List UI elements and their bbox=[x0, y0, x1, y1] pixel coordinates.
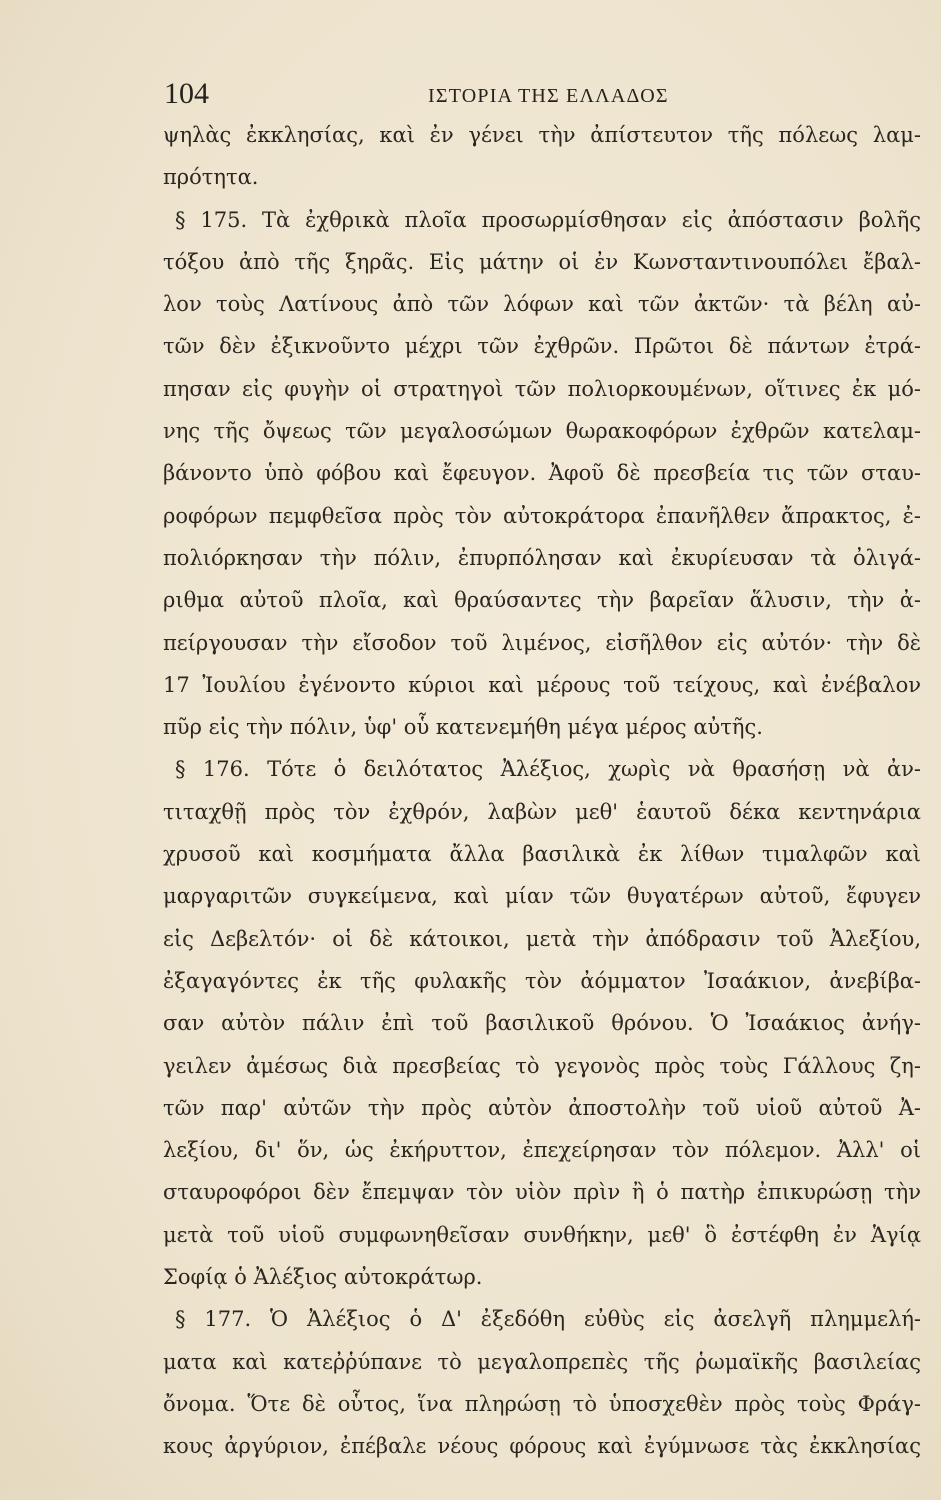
text-line: τόξου ἀπὸ τῆς ξηρᾶς. Εἰς μάτην οἱ ἐν Κωνσταντινουπόλει ἔβαλ- bbox=[163, 249, 921, 274]
paragraph-175-first-line: § 175. Τὰ ἐχθρικὰ πλοῖα προσωρμίσθησαν εἰς ἀπόστασιν βολῆς bbox=[175, 207, 921, 232]
body-text bbox=[163, 114, 921, 1468]
text-line: λον τοὺς Λατίνους ἀπὸ τῶν λόφων καὶ τῶν ἀκτῶν· τὰ βέλη αὐ- bbox=[163, 292, 921, 317]
text-line: ἐξαγαγόντες ἐκ τῆς φυλακῆς τὸν ἀόμματον Ἰσαάκιον, ἀνεβίβα- bbox=[163, 968, 921, 993]
paragraph-176-first-line: § 176. Τότε ὁ δειλότατος Ἀλέξιος, χωρὶς νὰ θρασήσῃ νὰ ἀν- bbox=[175, 757, 921, 782]
text-line: 17 Ἰουλίου ἐγένοντο κύριοι καὶ μέρους τοῦ τείχους, καὶ ἐνέβαλον bbox=[163, 672, 921, 697]
text-line: βάνοντο ὑπὸ φόβου καὶ ἔφευγον. Ἀφοῦ δὲ πρεσβεία τις τῶν σταυ- bbox=[163, 461, 921, 486]
text-line: ὄνομα. Ὅτε δὲ οὗτος, ἵνα πληρώσῃ τὸ ὑποσχεθὲν πρὸς τοὺς Φράγ- bbox=[163, 1391, 921, 1416]
text-line: Σοφίᾳ ὁ Ἀλέξιος αὐτοκράτωρ. bbox=[163, 1265, 483, 1290]
text-line: γειλεν ἀμέσως διὰ πρεσβείας τὸ γεγονὸς πρὸς τοὺς Γάλλους ζη- bbox=[163, 1053, 921, 1078]
paragraph-177-first-line: § 177. Ὁ Ἀλέξιος ὁ Δ' ἐξεδόθη εὐθὺς εἰς ἀσελγῆ πλημμελή- bbox=[175, 1307, 921, 1332]
text-line: ροφόρων πεμφθεῖσα πρὸς τὸν αὐτοκράτορα ἐπανῆλθεν ἄπρακτος, ἐ- bbox=[163, 503, 921, 528]
text-line: τιταχθῇ πρὸς τὸν ἐχθρόν, λαβὼν μεθ' ἑαυτοῦ δέκα κεντηνάρια bbox=[163, 799, 921, 824]
text-line: σαν αὐτὸν πάλιν ἐπὶ τοῦ βασιλικοῦ θρόνου. Ὁ Ἰσαάκιος ἀνήγ- bbox=[163, 1011, 921, 1036]
text-line: πῦρ εἰς τὴν πόλιν, ὑφ' οὗ κατενεμήθη μέγα μέρος αὐτῆς. bbox=[163, 715, 763, 740]
running-title: ΙΣΤΟΡΙΑ ΤΗΣ ΕΛΛΑΔΟΣ bbox=[428, 85, 669, 107]
text-line: πρότητα. bbox=[163, 165, 259, 190]
text-line: λεξίου, δι' ὅν, ὡς ἐκήρυττον, ἐπεχείρησαν τὸν πόλεμον. Ἀλλ' οἱ bbox=[163, 1138, 921, 1163]
text-line: μετὰ τοῦ υἱοῦ συμφωνηθεῖσαν συνθήκην, μεθ' ὃ ἐστέφθη ἐν Ἁγίᾳ bbox=[163, 1222, 921, 1247]
text-line: πείργουσαν τὴν εἴσοδον τοῦ λιμένος, εἰσῆλθον εἰς αὐτόν· τὴν δὲ bbox=[163, 630, 921, 655]
text-line: ψηλὰς ἐκκλησίας, καὶ ἐν γένει τὴν ἀπίστευτον τῆς πόλεως λαμ- bbox=[163, 123, 921, 147]
text-line: νης τῆς ὄψεως τῶν μεγαλοσώμων θωρακοφόρων ἐχθρῶν κατελαμ- bbox=[163, 419, 921, 444]
text-line: ριθμα αὐτοῦ πλοῖα, καὶ θραύσαντες τὴν βαρεῖαν ἅλυσιν, τὴν ἀ- bbox=[163, 588, 921, 613]
text-line: κους ἀργύριον, ἐπέβαλε νέους φόρους καὶ ἐγύμνωσε τὰς ἐκκλησίας bbox=[163, 1434, 921, 1459]
text-line: μαργαριτῶν συγκείμενα, καὶ μίαν τῶν θυγατέρων αὐτοῦ, ἔφυγεν bbox=[163, 884, 921, 909]
page-header bbox=[0, 76, 941, 112]
text-line: ματα καὶ κατεῤῥύπανε τὸ μεγαλοπρεπὲς τῆς ῥωμαϊκῆς βασιλείας bbox=[163, 1349, 921, 1374]
page-number: 104 bbox=[164, 77, 209, 110]
text-line: χρυσοῦ καὶ κοσμήματα ἄλλα βασιλικὰ ἐκ λίθων τιμαλφῶν καὶ bbox=[163, 842, 921, 867]
text-line: εἰς Δεβελτόν· οἱ δὲ κάτοικοι, μετὰ τὴν ἀπόδρασιν τοῦ Ἀλεξίου, bbox=[163, 926, 921, 951]
text-line: τῶν παρ' αὐτῶν τὴν πρὸς αὐτὸν ἀποστολὴν τοῦ υἱοῦ αὐτοῦ Ἀ- bbox=[163, 1095, 921, 1120]
text-line: πησαν εἰς φυγὴν οἱ στρατηγοὶ τῶν πολιορκουμένων, οἵτινες ἐκ μό- bbox=[163, 376, 921, 401]
text-line: πολιόρκησαν τὴν πόλιν, ἐπυρπόλησαν καὶ ἐκυρίευσαν τὰ ὀλιγά- bbox=[163, 545, 921, 570]
text-line: τῶν δὲν ἐξικνοῦντο μέχρι τῶν ἐχθρῶν. Πρῶτοι δὲ πάντων ἐτρά- bbox=[163, 334, 921, 359]
text-line: σταυροφόροι δὲν ἔπεμψαν τὸν υἱὸν πρὶν ἢ ὁ πατὴρ ἐπικυρώσῃ τὴν bbox=[163, 1180, 921, 1205]
